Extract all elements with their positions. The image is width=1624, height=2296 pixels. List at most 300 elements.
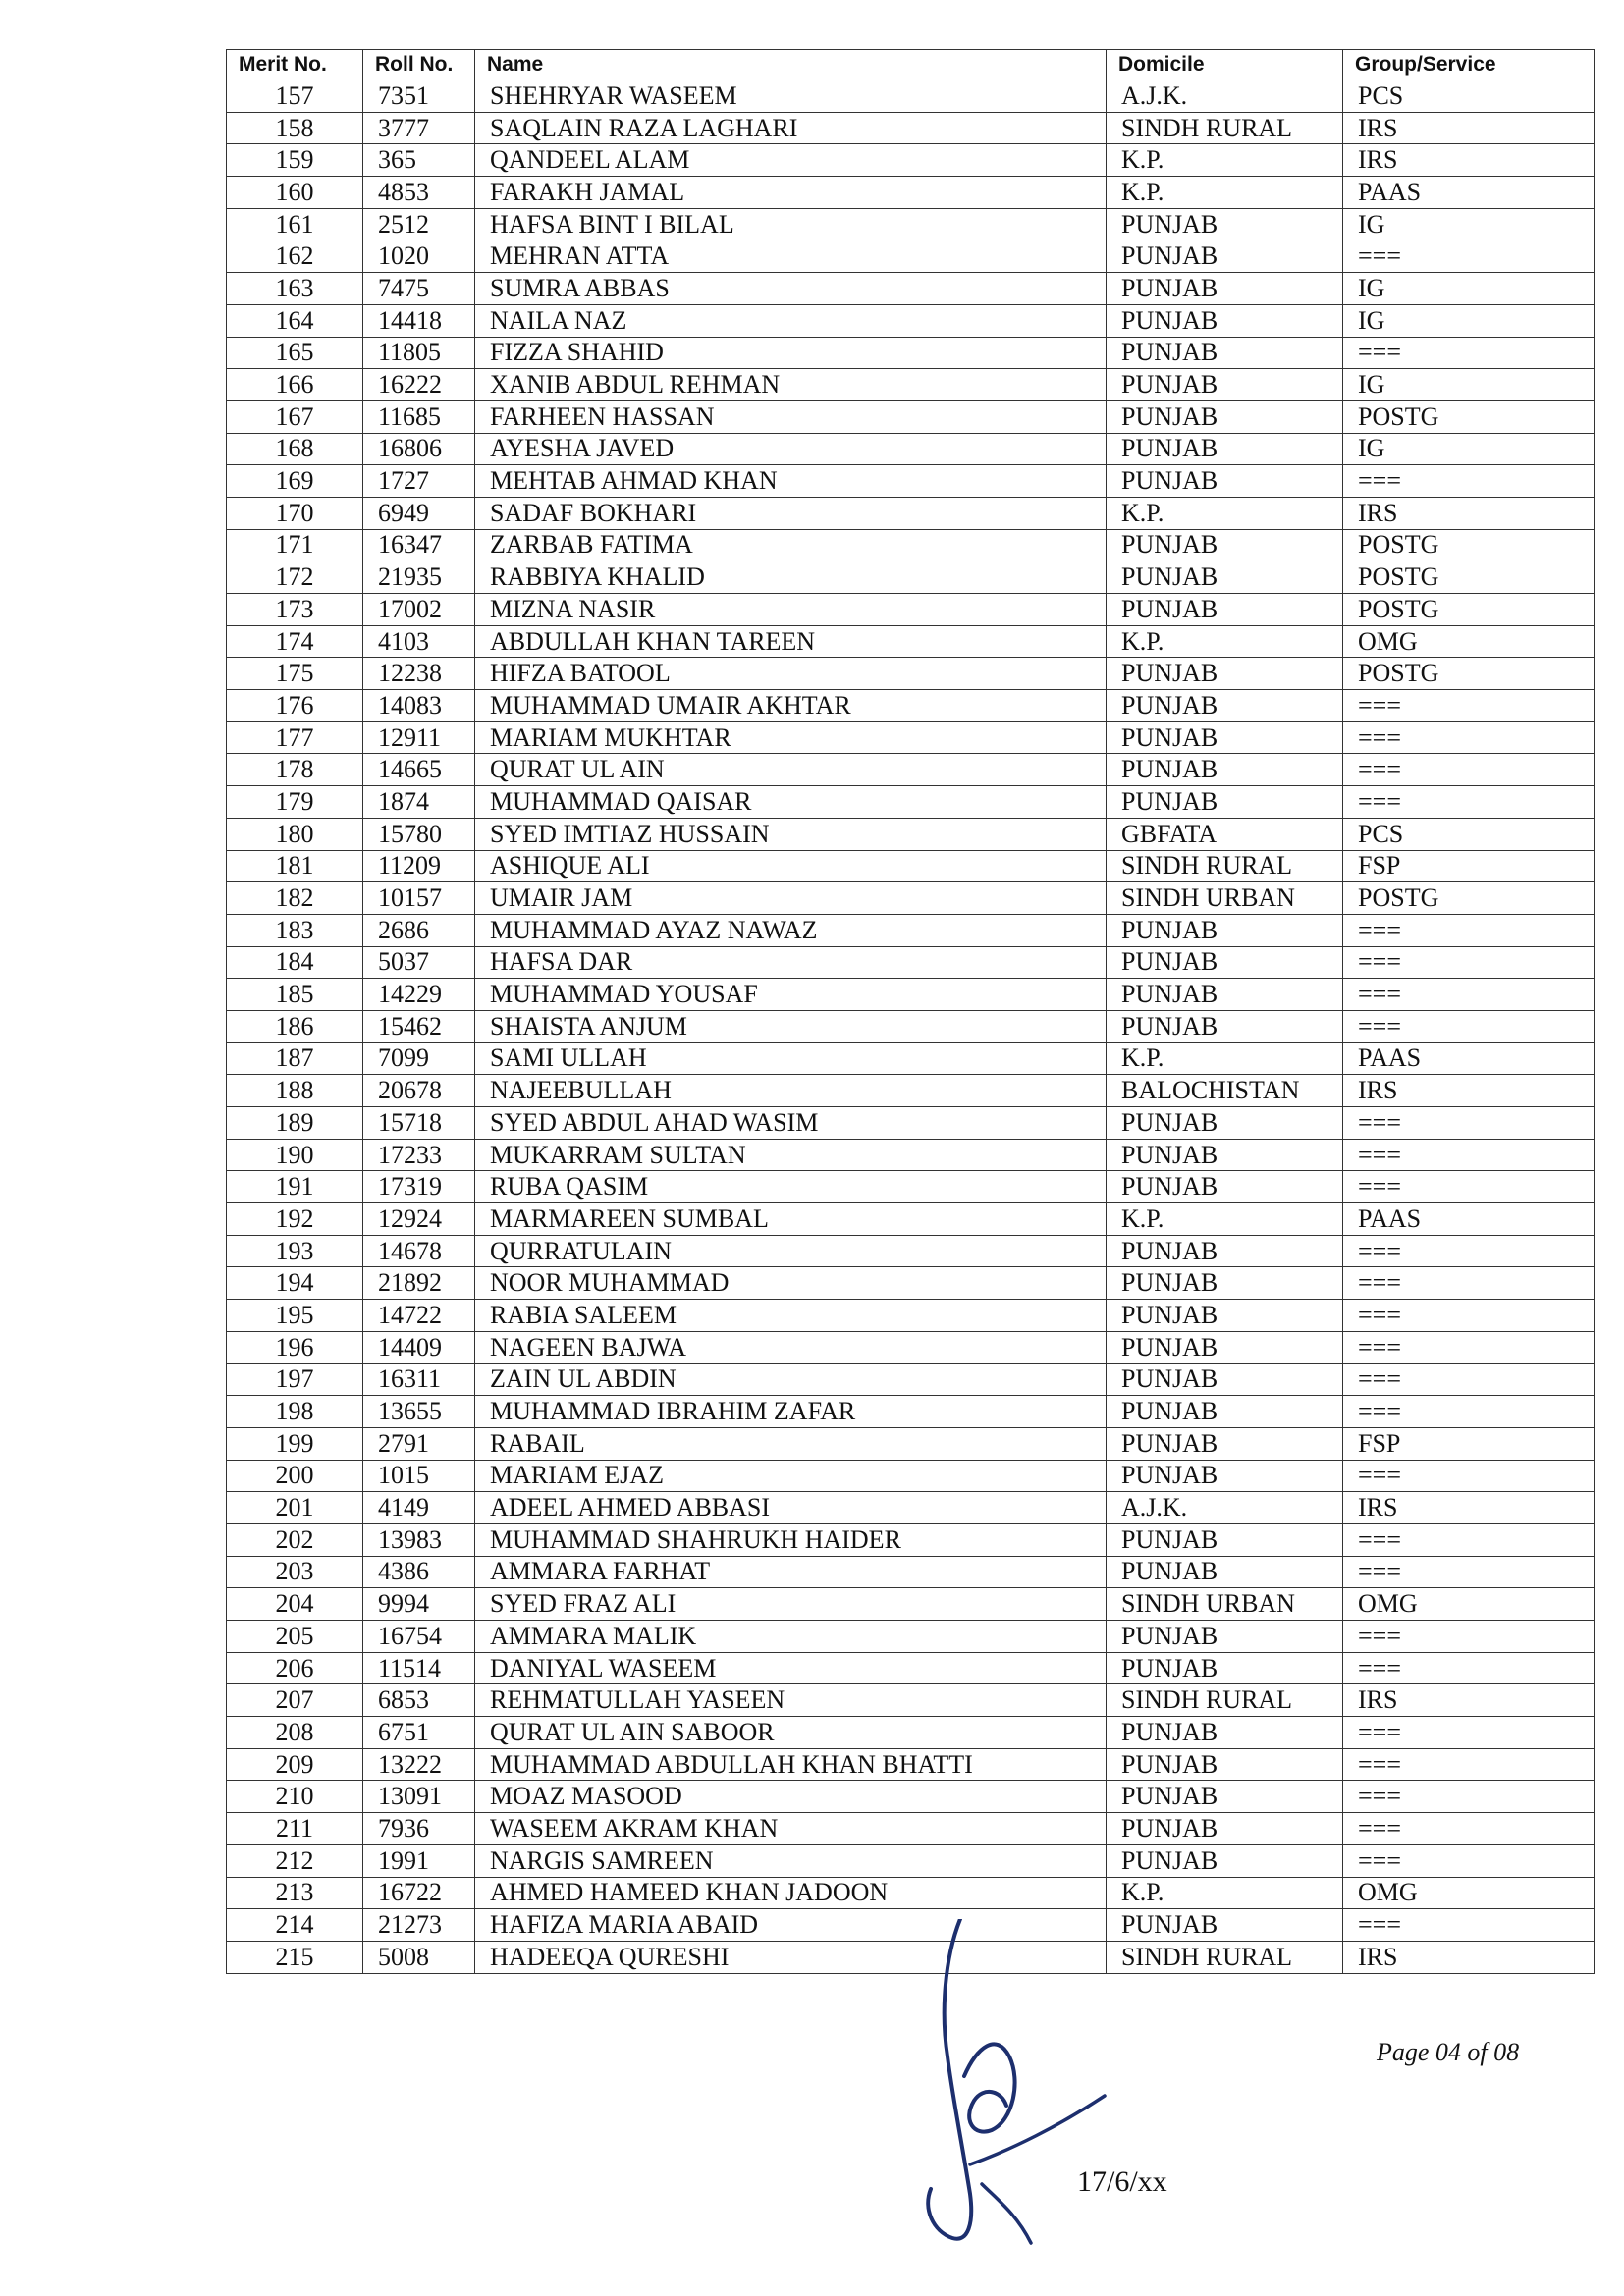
merit-no-cell: 213 <box>227 1877 363 1909</box>
domicile-cell: PUNJAB <box>1107 914 1343 946</box>
table-row <box>227 304 1595 337</box>
name-cell: MUHAMMAD YOUSAF <box>475 979 1107 1011</box>
merit-no-cell: 191 <box>227 1171 363 1203</box>
domicile-cell: PUNJAB <box>1107 979 1343 1011</box>
merit-no-cell: 193 <box>227 1235 363 1267</box>
table-row <box>227 208 1595 240</box>
table-row <box>227 1492 1595 1524</box>
merit-no-cell: 192 <box>227 1203 363 1236</box>
name-cell: MUHAMMAD ABDULLAH KHAN BHATTI <box>475 1748 1107 1781</box>
group-service-cell: === <box>1343 1139 1595 1171</box>
table-row <box>227 1331 1595 1363</box>
name-cell: MARIAM MUKHTAR <box>475 721 1107 754</box>
table-row <box>227 177 1595 209</box>
group-service-cell: === <box>1343 1267 1595 1300</box>
merit-no-cell: 170 <box>227 497 363 529</box>
merit-no-cell: 162 <box>227 240 363 273</box>
domicile-cell: PUNJAB <box>1107 1717 1343 1749</box>
roll-no-cell: 7936 <box>363 1813 475 1845</box>
name-cell: XANIB ABDUL REHMAN <box>475 369 1107 401</box>
name-cell: WASEEM AKRAM KHAN <box>475 1813 1107 1845</box>
roll-no-cell: 2512 <box>363 208 475 240</box>
domicile-cell: SINDH RURAL <box>1107 1941 1343 1973</box>
table-row <box>227 1813 1595 1845</box>
domicile-cell: PUNJAB <box>1107 658 1343 690</box>
table-row <box>227 1781 1595 1813</box>
roll-no-cell: 14229 <box>363 979 475 1011</box>
roll-no-cell: 12924 <box>363 1203 475 1236</box>
roll-no-cell: 14083 <box>363 690 475 722</box>
group-service-cell: FSP <box>1343 850 1595 882</box>
name-cell: SYED ABDUL AHAD WASIM <box>475 1107 1107 1140</box>
name-cell: MEHTAB AHMAD KHAN <box>475 465 1107 498</box>
table-row <box>227 400 1595 433</box>
domicile-cell: PUNJAB <box>1107 561 1343 594</box>
table-row <box>227 818 1595 850</box>
domicile-cell: PUNJAB <box>1107 337 1343 369</box>
merit-no-cell: 159 <box>227 144 363 177</box>
group-service-cell: IRS <box>1343 1075 1595 1107</box>
roll-no-cell: 5008 <box>363 1941 475 1973</box>
name-cell: ADEEL AHMED ABBASI <box>475 1492 1107 1524</box>
group-service-cell: IRS <box>1343 1941 1595 1973</box>
group-service-cell: === <box>1343 1813 1595 1845</box>
signature-mark <box>923 1919 1119 2263</box>
table-row <box>227 273 1595 305</box>
roll-no-cell: 16722 <box>363 1877 475 1909</box>
table-row <box>227 1877 1595 1909</box>
table-row <box>227 1523 1595 1556</box>
domicile-cell: PUNJAB <box>1107 594 1343 626</box>
table-row <box>227 946 1595 979</box>
table-row <box>227 1010 1595 1042</box>
table-row <box>227 658 1595 690</box>
table-row <box>227 465 1595 498</box>
group-service-cell: POSTG <box>1343 882 1595 915</box>
domicile-cell: PUNJAB <box>1107 1300 1343 1332</box>
name-cell: UMAIR JAM <box>475 882 1107 915</box>
merit-no-cell: 203 <box>227 1556 363 1588</box>
group-service-cell: OMG <box>1343 1588 1595 1621</box>
roll-no-cell: 7099 <box>363 1042 475 1075</box>
header-domicile: Domicile <box>1107 50 1343 80</box>
table-row <box>227 1844 1595 1877</box>
roll-no-cell: 9994 <box>363 1588 475 1621</box>
merit-no-cell: 207 <box>227 1684 363 1717</box>
group-service-cell: OMG <box>1343 625 1595 658</box>
merit-no-cell: 165 <box>227 337 363 369</box>
name-cell: MUHAMMAD UMAIR AKHTAR <box>475 690 1107 722</box>
merit-no-cell: 180 <box>227 818 363 850</box>
group-service-cell: POSTG <box>1343 561 1595 594</box>
group-service-cell: === <box>1343 1781 1595 1813</box>
group-service-cell: === <box>1343 1621 1595 1653</box>
name-cell: SYED FRAZ ALI <box>475 1588 1107 1621</box>
name-cell: QURAT UL AIN SABOOR <box>475 1717 1107 1749</box>
merit-no-cell: 172 <box>227 561 363 594</box>
roll-no-cell: 13222 <box>363 1748 475 1781</box>
name-cell: MEHRAN ATTA <box>475 240 1107 273</box>
roll-no-cell: 16311 <box>363 1363 475 1396</box>
merit-no-cell: 185 <box>227 979 363 1011</box>
table-row <box>227 561 1595 594</box>
roll-no-cell: 12911 <box>363 721 475 754</box>
table-row <box>227 240 1595 273</box>
group-service-cell: === <box>1343 754 1595 786</box>
domicile-cell: PUNJAB <box>1107 1267 1343 1300</box>
group-service-cell: IG <box>1343 208 1595 240</box>
domicile-cell: PUNJAB <box>1107 1844 1343 1877</box>
table-row <box>227 1300 1595 1332</box>
roll-no-cell: 14418 <box>363 304 475 337</box>
domicile-cell: PUNJAB <box>1107 1813 1343 1845</box>
domicile-cell: K.P. <box>1107 144 1343 177</box>
group-service-cell: POSTG <box>1343 658 1595 690</box>
domicile-cell: K.P. <box>1107 177 1343 209</box>
roll-no-cell: 21273 <box>363 1909 475 1942</box>
domicile-cell: PUNJAB <box>1107 1427 1343 1460</box>
roll-no-cell: 16806 <box>363 433 475 465</box>
domicile-cell: PUNJAB <box>1107 400 1343 433</box>
domicile-cell: A.J.K. <box>1107 80 1343 113</box>
table-row <box>227 1460 1595 1492</box>
roll-no-cell: 365 <box>363 144 475 177</box>
name-cell: MARMAREEN SUMBAL <box>475 1203 1107 1236</box>
name-cell: FARAKH JAMAL <box>475 177 1107 209</box>
roll-no-cell: 14678 <box>363 1235 475 1267</box>
roll-no-cell: 6751 <box>363 1717 475 1749</box>
name-cell: ZARBAB FATIMA <box>475 529 1107 561</box>
domicile-cell: PUNJAB <box>1107 1010 1343 1042</box>
domicile-cell: PUNJAB <box>1107 1652 1343 1684</box>
table-row <box>227 1363 1595 1396</box>
group-service-cell: IRS <box>1343 1684 1595 1717</box>
group-service-cell: POSTG <box>1343 529 1595 561</box>
merit-no-cell: 200 <box>227 1460 363 1492</box>
table-row <box>227 690 1595 722</box>
domicile-cell: PUNJAB <box>1107 1139 1343 1171</box>
domicile-cell: PUNJAB <box>1107 529 1343 561</box>
group-service-cell: IG <box>1343 433 1595 465</box>
roll-no-cell: 13655 <box>363 1396 475 1428</box>
merit-no-cell: 215 <box>227 1941 363 1973</box>
domicile-cell: PUNJAB <box>1107 369 1343 401</box>
name-cell: HAFSA BINT I BILAL <box>475 208 1107 240</box>
name-cell: AMMARA MALIK <box>475 1621 1107 1653</box>
roll-no-cell: 16347 <box>363 529 475 561</box>
roll-no-cell: 14665 <box>363 754 475 786</box>
group-service-cell: === <box>1343 1748 1595 1781</box>
roll-no-cell: 17319 <box>363 1171 475 1203</box>
merit-no-cell: 202 <box>227 1523 363 1556</box>
group-service-cell: === <box>1343 946 1595 979</box>
group-service-cell: === <box>1343 1010 1595 1042</box>
roll-no-cell: 20678 <box>363 1075 475 1107</box>
roll-no-cell: 7475 <box>363 273 475 305</box>
domicile-cell: A.J.K. <box>1107 1492 1343 1524</box>
name-cell: QURAT UL AIN <box>475 754 1107 786</box>
header-group-service: Group/Service <box>1343 50 1595 80</box>
group-service-cell: === <box>1343 1909 1595 1942</box>
name-cell: MARIAM EJAZ <box>475 1460 1107 1492</box>
merit-no-cell: 175 <box>227 658 363 690</box>
roll-no-cell: 4103 <box>363 625 475 658</box>
domicile-cell: PUNJAB <box>1107 690 1343 722</box>
merit-no-cell: 178 <box>227 754 363 786</box>
merit-no-cell: 169 <box>227 465 363 498</box>
group-service-cell: === <box>1343 1717 1595 1749</box>
roll-no-cell: 12238 <box>363 658 475 690</box>
table-row <box>227 979 1595 1011</box>
domicile-cell: PUNJAB <box>1107 1107 1343 1140</box>
roll-no-cell: 1727 <box>363 465 475 498</box>
name-cell: MUHAMMAD SHAHRUKH HAIDER <box>475 1523 1107 1556</box>
table-row <box>227 1748 1595 1781</box>
merit-no-cell: 190 <box>227 1139 363 1171</box>
roll-no-cell: 6949 <box>363 497 475 529</box>
roll-no-cell: 15780 <box>363 818 475 850</box>
name-cell: NAJEEBULLAH <box>475 1075 1107 1107</box>
table-row <box>227 369 1595 401</box>
roll-no-cell: 21935 <box>363 561 475 594</box>
roll-no-cell: 15718 <box>363 1107 475 1140</box>
merit-no-cell: 194 <box>227 1267 363 1300</box>
domicile-cell: K.P. <box>1107 1877 1343 1909</box>
merit-no-cell: 179 <box>227 786 363 819</box>
name-cell: SAQLAIN RAZA LAGHARI <box>475 112 1107 144</box>
table-body <box>227 80 1595 1974</box>
merit-no-cell: 187 <box>227 1042 363 1075</box>
roll-no-cell: 11685 <box>363 400 475 433</box>
domicile-cell: BALOCHISTAN <box>1107 1075 1343 1107</box>
name-cell: MUKARRAM SULTAN <box>475 1139 1107 1171</box>
merit-no-cell: 160 <box>227 177 363 209</box>
table-row <box>227 337 1595 369</box>
merit-no-cell: 173 <box>227 594 363 626</box>
group-service-cell: === <box>1343 1396 1595 1428</box>
name-cell: NAGEEN BAJWA <box>475 1331 1107 1363</box>
roll-no-cell: 4386 <box>363 1556 475 1588</box>
merit-no-cell: 205 <box>227 1621 363 1653</box>
domicile-cell: PUNJAB <box>1107 786 1343 819</box>
domicile-cell: K.P. <box>1107 1203 1343 1236</box>
name-cell: SUMRA ABBAS <box>475 273 1107 305</box>
domicile-cell: K.P. <box>1107 1042 1343 1075</box>
name-cell: NAILA NAZ <box>475 304 1107 337</box>
name-cell: MIZNA NASIR <box>475 594 1107 626</box>
name-cell: FARHEEN HASSAN <box>475 400 1107 433</box>
table-row <box>227 1171 1595 1203</box>
name-cell: MUHAMMAD IBRAHIM ZAFAR <box>475 1396 1107 1428</box>
group-service-cell: IRS <box>1343 1492 1595 1524</box>
table-row <box>227 754 1595 786</box>
merit-no-cell: 167 <box>227 400 363 433</box>
group-service-cell: OMG <box>1343 1877 1595 1909</box>
table-row <box>227 850 1595 882</box>
roll-no-cell: 1874 <box>363 786 475 819</box>
group-service-cell: IRS <box>1343 144 1595 177</box>
table-row <box>227 721 1595 754</box>
domicile-cell: PUNJAB <box>1107 1363 1343 1396</box>
roll-no-cell: 1015 <box>363 1460 475 1492</box>
merit-no-cell: 158 <box>227 112 363 144</box>
merit-no-cell: 177 <box>227 721 363 754</box>
table-row <box>227 433 1595 465</box>
table-header-row <box>227 50 1595 80</box>
name-cell: RABIA SALEEM <box>475 1300 1107 1332</box>
domicile-cell: SINDH RURAL <box>1107 112 1343 144</box>
merit-no-cell: 184 <box>227 946 363 979</box>
domicile-cell: PUNJAB <box>1107 1556 1343 1588</box>
merit-no-cell: 195 <box>227 1300 363 1332</box>
group-service-cell: POSTG <box>1343 594 1595 626</box>
roll-no-cell: 11805 <box>363 337 475 369</box>
group-service-cell: === <box>1343 1300 1595 1332</box>
name-cell: SHEHRYAR WASEEM <box>475 80 1107 113</box>
domicile-cell: K.P. <box>1107 625 1343 658</box>
domicile-cell: PUNJAB <box>1107 1909 1343 1942</box>
merit-no-cell: 182 <box>227 882 363 915</box>
name-cell: SHAISTA ANJUM <box>475 1010 1107 1042</box>
domicile-cell: PUNJAB <box>1107 1748 1343 1781</box>
table-row <box>227 914 1595 946</box>
domicile-cell: SINDH URBAN <box>1107 1588 1343 1621</box>
table-row <box>227 1684 1595 1717</box>
name-cell: AYESHA JAVED <box>475 433 1107 465</box>
table-row <box>227 625 1595 658</box>
name-cell: RABBIYA KHALID <box>475 561 1107 594</box>
roll-no-cell: 7351 <box>363 80 475 113</box>
roll-no-cell: 16754 <box>363 1621 475 1653</box>
merit-no-cell: 214 <box>227 1909 363 1942</box>
group-service-cell: FSP <box>1343 1427 1595 1460</box>
domicile-cell: PUNJAB <box>1107 240 1343 273</box>
group-service-cell: === <box>1343 979 1595 1011</box>
table-row <box>227 1107 1595 1140</box>
roll-no-cell: 17002 <box>363 594 475 626</box>
roll-no-cell: 14409 <box>363 1331 475 1363</box>
roll-no-cell: 3777 <box>363 112 475 144</box>
table-row <box>227 1203 1595 1236</box>
group-service-cell: PAAS <box>1343 177 1595 209</box>
merit-no-cell: 186 <box>227 1010 363 1042</box>
merit-no-cell: 157 <box>227 80 363 113</box>
merit-no-cell: 208 <box>227 1717 363 1749</box>
merit-no-cell: 174 <box>227 625 363 658</box>
merit-no-cell: 164 <box>227 304 363 337</box>
roll-no-cell: 11209 <box>363 850 475 882</box>
table-row <box>227 882 1595 915</box>
table-row <box>227 1235 1595 1267</box>
merit-no-cell: 188 <box>227 1075 363 1107</box>
domicile-cell: PUNJAB <box>1107 1460 1343 1492</box>
domicile-cell: PUNJAB <box>1107 433 1343 465</box>
group-service-cell: === <box>1343 1652 1595 1684</box>
domicile-cell: PUNJAB <box>1107 208 1343 240</box>
group-service-cell: === <box>1343 1331 1595 1363</box>
table-row <box>227 529 1595 561</box>
group-service-cell: IRS <box>1343 112 1595 144</box>
domicile-cell: PUNJAB <box>1107 1171 1343 1203</box>
roll-no-cell: 1020 <box>363 240 475 273</box>
header-name: Name <box>475 50 1107 80</box>
name-cell: SADAF BOKHARI <box>475 497 1107 529</box>
domicile-cell: PUNJAB <box>1107 1523 1343 1556</box>
domicile-cell: PUNJAB <box>1107 946 1343 979</box>
page-number: Page 04 of 08 <box>1377 2038 1520 2066</box>
roll-no-cell: 4853 <box>363 177 475 209</box>
roll-no-cell: 5037 <box>363 946 475 979</box>
domicile-cell: PUNJAB <box>1107 754 1343 786</box>
table-row <box>227 144 1595 177</box>
name-cell: AMMARA FARHAT <box>475 1556 1107 1588</box>
roll-no-cell: 2686 <box>363 914 475 946</box>
table-row <box>227 80 1595 113</box>
group-service-cell: === <box>1343 1523 1595 1556</box>
group-service-cell: === <box>1343 690 1595 722</box>
group-service-cell: === <box>1343 1460 1595 1492</box>
merit-no-cell: 197 <box>227 1363 363 1396</box>
group-service-cell: POSTG <box>1343 400 1595 433</box>
group-service-cell: PAAS <box>1343 1042 1595 1075</box>
name-cell: HAFIZA MARIA ABAID <box>475 1909 1107 1942</box>
roll-no-cell: 13983 <box>363 1523 475 1556</box>
name-cell: RABAIL <box>475 1427 1107 1460</box>
group-service-cell: === <box>1343 1363 1595 1396</box>
roll-no-cell: 15462 <box>363 1010 475 1042</box>
group-service-cell: IG <box>1343 369 1595 401</box>
name-cell: ABDULLAH KHAN TAREEN <box>475 625 1107 658</box>
merit-no-cell: 209 <box>227 1748 363 1781</box>
roll-no-cell: 4149 <box>363 1492 475 1524</box>
name-cell: ASHIQUE ALI <box>475 850 1107 882</box>
domicile-cell: K.P. <box>1107 497 1343 529</box>
domicile-cell: SINDH RURAL <box>1107 850 1343 882</box>
name-cell: RUBA QASIM <box>475 1171 1107 1203</box>
group-service-cell: === <box>1343 1107 1595 1140</box>
domicile-cell: GBFATA <box>1107 818 1343 850</box>
group-service-cell: === <box>1343 1556 1595 1588</box>
name-cell: FIZZA SHAHID <box>475 337 1107 369</box>
header-roll-no: Roll No. <box>363 50 475 80</box>
domicile-cell: PUNJAB <box>1107 273 1343 305</box>
table-row <box>227 1267 1595 1300</box>
merit-no-cell: 204 <box>227 1588 363 1621</box>
header-merit-no: Merit No. <box>227 50 363 80</box>
name-cell: SAMI ULLAH <box>475 1042 1107 1075</box>
table-row <box>227 1588 1595 1621</box>
merit-no-cell: 161 <box>227 208 363 240</box>
table-row <box>227 1427 1595 1460</box>
group-service-cell: === <box>1343 914 1595 946</box>
domicile-cell: PUNJAB <box>1107 1235 1343 1267</box>
name-cell: ZAIN UL ABDIN <box>475 1363 1107 1396</box>
table-row <box>227 1717 1595 1749</box>
merit-no-cell: 196 <box>227 1331 363 1363</box>
merit-no-cell: 189 <box>227 1107 363 1140</box>
domicile-cell: PUNJAB <box>1107 1396 1343 1428</box>
group-service-cell: PCS <box>1343 80 1595 113</box>
group-service-cell: === <box>1343 337 1595 369</box>
merit-no-cell: 199 <box>227 1427 363 1460</box>
table-row <box>227 1621 1595 1653</box>
name-cell: DANIYAL WASEEM <box>475 1652 1107 1684</box>
name-cell: QURRATULAIN <box>475 1235 1107 1267</box>
table-row <box>227 112 1595 144</box>
roll-no-cell: 1991 <box>363 1844 475 1877</box>
merit-no-cell: 201 <box>227 1492 363 1524</box>
table-row <box>227 1075 1595 1107</box>
